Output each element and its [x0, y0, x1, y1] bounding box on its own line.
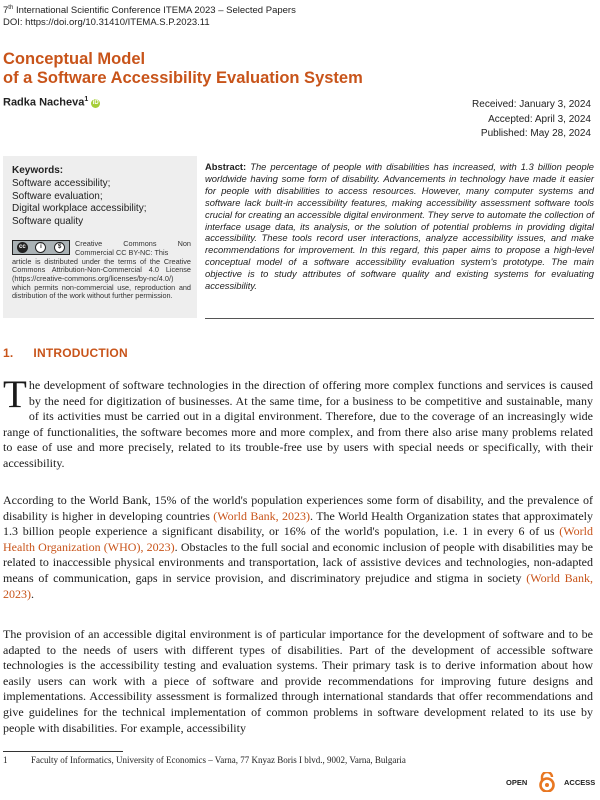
- cc-icon: cc: [17, 242, 28, 253]
- abstract: [205, 161, 594, 292]
- title-line-1: Conceptual Model: [3, 50, 146, 68]
- nc-icon: $: [54, 242, 65, 253]
- citation-link[interactable]: (World Bank, 2023): [3, 570, 594, 601]
- paragraph-1: [3, 373, 593, 472]
- citation-link[interactable]: (World Health Organization (WHO), 2023): [3, 524, 593, 554]
- accepted-date: Accepted: April 3, 2024: [488, 113, 591, 125]
- title-line-2: of a Software Accessibility Evaluation System: [3, 69, 363, 87]
- keywords-title: Keywords:: [12, 165, 64, 176]
- paragraph-2: According to the World Bank, 15% of the world's population experiences some form of disability, and the prevalence of disability is higher in developing countries (World Bank, 2023). The World Health Organization states that approximately 1.3 billion people experience a significant disability, or 16% of the world's population, i.e. 1 in every 6 of us (World Health Organization (WHO), 2023). Obstacles to the full social and economic inclusion of people with disabilities may be related to inaccessible physical environments and transportation, lack of assistive devices and technologies, non-adapted means of communication, gaps in service provision, and discriminatory prejudice and stigma in society (World Bank, 2023).: [3, 493, 594, 601]
- open-access-lock-icon: [534, 772, 560, 792]
- footnote-number: 1: [3, 755, 8, 765]
- footnote: [3, 755, 593, 766]
- doi-line[interactable]: DOI: https://doi.org/10.31410/ITEMA.S.P.2023.11: [3, 17, 210, 29]
- keywords-list: [12, 178, 147, 228]
- keyword-item: Digital workplace accessibility;: [12, 203, 147, 214]
- license-text-1: Creative Commons Non Commercial CC BY-NC: This: [75, 239, 191, 257]
- keyword-item: Software accessibility;: [12, 178, 111, 189]
- author-name: Radka Nacheva: [3, 96, 85, 109]
- by-icon: i: [35, 242, 46, 253]
- author-line: [3, 96, 100, 109]
- running-header: [3, 2, 593, 29]
- paragraph-3: The provision of an accessible digital environment is of particular importance for the development of software and to be adapted to the needs of users with different types of disabilities. Part of the development of accessible software technologies is the accessibility testing and evaluation systems. Their primary task is to derive information about how easily users can work with a piece of software and provide recommendations for improving future designs and implementations. Accessibility assessment is formalized through international standards that offer recommendations and give guidelines for the technical implementation of common problems in software development related to its use by people with disabilities. For example, accessibility: [3, 627, 593, 735]
- published-date: Published: May 28, 2024: [480, 128, 591, 139]
- citation-link[interactable]: (World Bank, 2023): [213, 508, 311, 523]
- section-heading: [3, 346, 128, 360]
- received-date: Received: January 3, 2024: [472, 99, 591, 110]
- abstract-divider: [205, 318, 594, 319]
- author-affiliation-mark: 1: [84, 96, 89, 103]
- publication-dates: [472, 98, 591, 142]
- abstract-text: The percentage of people with disabilities has increased, with 1.3 billion people worldwide having some form of disability. Advancements in technology have made it easier for people with disabilities to access resources. However, many computer systems and software lack built-in accessibility features, making accessibility assessment software tools crucial for creating an accessible digital environment. They serve to automate the collection of interface usage data, its analysis, or the solution of potential problems in providing digital accessibility. These tools record user interactions, analyze accessibility issues, and make recommendations for improvement. In this regard, this paper aims to propose a high-level conceptual model of a software accessibility evaluation system's prototype. The main objective is to study attributes of software quality and existing systems for evaluating accessibility.: [205, 161, 594, 292]
- open-access-left-text: OPEN: [506, 778, 528, 787]
- footnote-text: Faculty of Informatics, University of Economics – Varna, 77 Knyaz Boris I blvd., 9002, Varna, Bulgaria: [31, 755, 406, 765]
- section-title: INTRODUCTION: [33, 346, 128, 360]
- abstract-label: Abstract:: [205, 161, 247, 172]
- cc-license-badge-icon[interactable]: [12, 240, 70, 255]
- section-number: 1.: [3, 346, 14, 360]
- open-access-right-text: ACCESS: [564, 778, 596, 787]
- drop-cap: T: [3, 373, 27, 416]
- keyword-item: Software quality: [12, 215, 84, 227]
- footnote-divider: [3, 751, 123, 752]
- orcid-icon[interactable]: iD: [92, 99, 99, 106]
- conference-line: 7th International Scientific Conference ITEMA 2023 – Selected Papers: [3, 5, 296, 17]
- paragraph-1-text: he development of software technologies in the direction of offering more complex functions and services is caused by the need for digitization of businesses. At the same time, for a business to be competitive and sustainable, many of its activities must be carried out in a digital environment. Therefore, due to the coverage of an increasingly wide range of functionalities, the software becomes more and more complex, and from there also arise many problems related to ease of use and more precisely, related to its trouble-free use by users with special needs or specifically, with their accessibility.: [3, 378, 593, 470]
- open-access-logo: [506, 770, 596, 794]
- paper-title: [3, 50, 593, 88]
- keywords-box: [3, 156, 197, 318]
- keyword-item: Software evaluation;: [12, 190, 103, 202]
- license-text-2: article is distributed under the terms of the Creative Commons Attribution-Non-Commercial 4.0 License (https://creative-commons.org/licenses/by-nc/4.0/) which permits non-commercial use, reproduction and distribution of the work without further permission.: [12, 256, 191, 301]
